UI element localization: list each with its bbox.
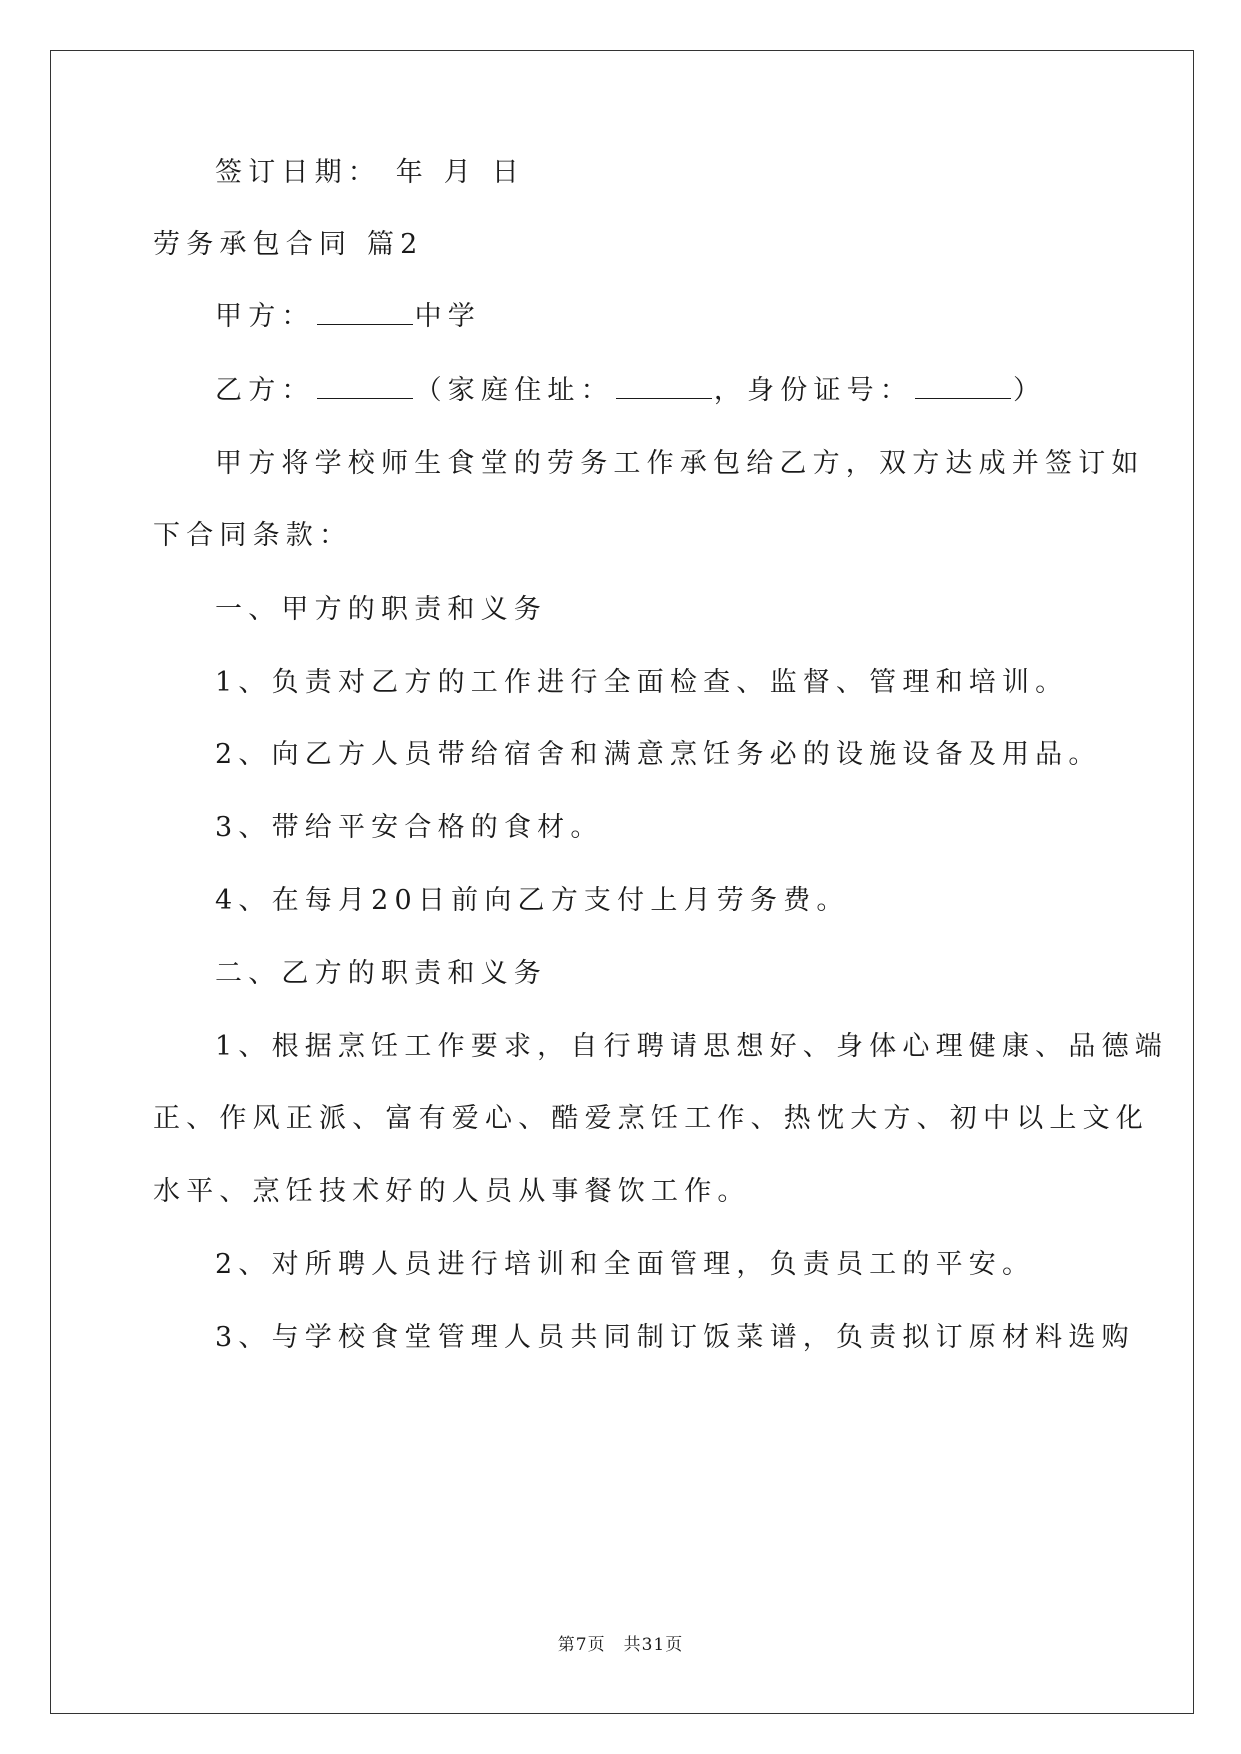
party-b-id-label: ，身份证号： — [713, 375, 914, 406]
page-total: 共31页 — [623, 1635, 684, 1655]
section-heading: 劳务承包合同 篇2 — [153, 229, 424, 260]
blank-underline — [317, 302, 413, 325]
party-a-label: 甲方： — [215, 301, 315, 332]
clause-item: 3、带给平安合格的食材。 — [215, 812, 604, 843]
party-b-address-label: （家庭住址： — [414, 375, 614, 406]
party-b-close: ） — [1013, 375, 1047, 406]
blank-underline — [616, 376, 712, 399]
blank-underline — [915, 376, 1011, 399]
clause-item: 2、向乙方人员带给宿舍和满意烹饪务必的设施设备及用品。 — [215, 739, 1102, 770]
signing-date-line: 签订日期： 年 月 日 — [215, 157, 525, 188]
page-footer — [0, 1634, 1241, 1656]
clause-item: 1、负责对乙方的工作进行全面检查、监督、管理和培训。 — [215, 667, 1069, 698]
party-a-line — [215, 300, 481, 334]
clause-item: 1、根据烹饪工作要求，自行聘请思想好、身体心理健康、品德端 — [215, 1031, 1168, 1062]
clause-heading: 一、甲方的职责和义务 — [215, 594, 547, 625]
party-b-label: 乙方： — [215, 375, 315, 406]
paragraph-line: 甲方将学校师生食堂的劳务工作承包给乙方，双方达成并签订如 — [215, 448, 1145, 479]
clause-item-continued: 水平、烹饪技术好的人员从事餐饮工作。 — [153, 1176, 751, 1207]
blank-underline — [317, 376, 413, 399]
clause-item: 3、与学校食堂管理人员共同制订饭菜谱，负责拟订原材料选购 — [215, 1322, 1135, 1353]
clause-item: 2、对所聘人员进行培训和全面管理，负责员工的平安。 — [215, 1249, 1036, 1280]
clause-item: 4、在每月20日前向乙方支付上月劳务费。 — [215, 885, 850, 916]
paragraph-line: 下合同条款： — [153, 520, 353, 551]
party-b-line — [215, 374, 1046, 408]
clause-item-continued: 正、作风正派、富有爱心、酷爱烹饪工作、热忱大方、初中以上文化 — [153, 1103, 1149, 1134]
clause-heading: 二、乙方的职责和义务 — [215, 958, 547, 989]
party-a-suffix: 中学 — [414, 301, 482, 332]
page-number: 第7页 — [557, 1635, 606, 1655]
